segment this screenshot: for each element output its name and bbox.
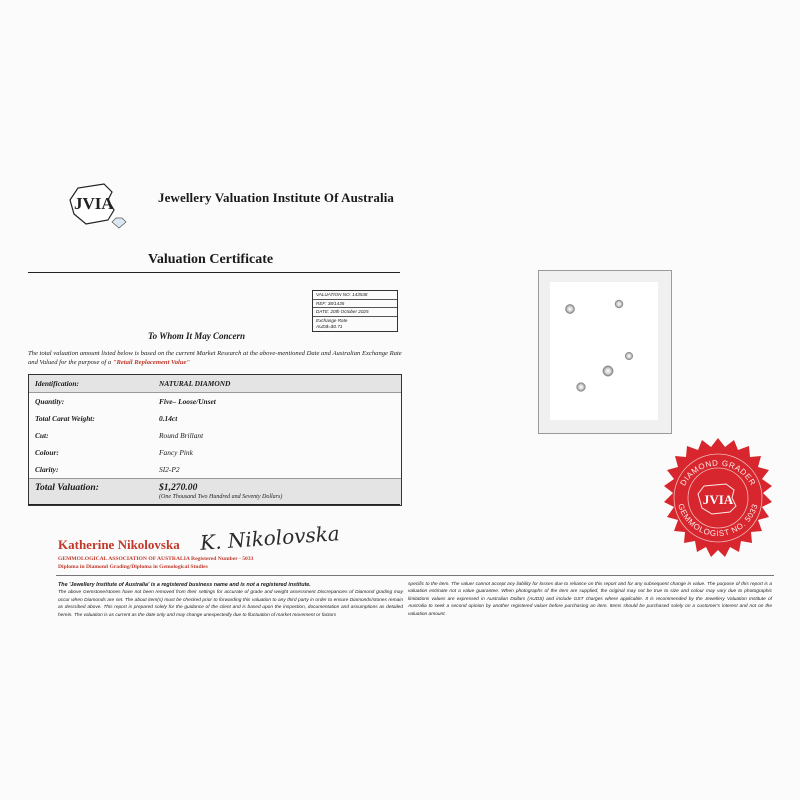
table-bottom-divider — [28, 504, 400, 505]
footer-divider — [56, 575, 774, 576]
cut-value: Round Brillant — [159, 431, 204, 440]
clarity-row — [29, 461, 401, 478]
diamond-stone — [603, 366, 613, 376]
reference-box — [312, 290, 398, 332]
cut-label: Cut: — [35, 431, 49, 440]
total-valuation-words: (One Thousand Two Hundred and Seventy Dollars) — [159, 494, 283, 500]
intro-paragraph — [28, 350, 404, 368]
jvia-logo — [64, 180, 150, 232]
footer-left-disclaimer — [58, 581, 403, 619]
clarity-label: Clarity: — [35, 465, 59, 474]
valuation-date: DATE: 20th October 2025 — [313, 308, 397, 317]
diamond-stone — [615, 300, 623, 308]
reference-number: REF: 38/1435 — [313, 300, 397, 309]
footer-left-text: The above Gemstone/stones have not been removed from their settings for accurate of grade and weight assessment Discrepancies of Diamond grading may occur when Diamonds are set. The about item(s) must be checked prior to forwarding this valuation to any third party in order to ensure Diamonds/stones remain as described above. This report is prepared solely for the guidance of the client and is based upon the inspection, documentation and assumptions as detailed herein. The valuation is as current as the date only and may change unexpectedly due to fluctuation of market movement or factors — [58, 590, 403, 618]
diamond-stone — [565, 304, 574, 313]
total-valuation-amount: $1,270.00 — [159, 482, 198, 493]
clarity-value: SI2-P2 — [159, 465, 180, 474]
cut-row — [29, 427, 401, 444]
photo-background — [550, 282, 658, 420]
identification-value: NATURAL DIAMOND — [159, 379, 231, 388]
salutation: To Whom It May Concern — [148, 331, 246, 341]
carat-row — [29, 410, 401, 427]
retail-replacement-label: "Retail Replacement Value" — [112, 358, 191, 366]
total-valuation-value-group — [159, 479, 282, 500]
identification-row — [29, 375, 401, 393]
footer-heading: The 'Jewellery Institute of Australia' is a registered business name and is not a registered institute. — [58, 582, 311, 588]
identification-label: Identification: — [35, 379, 79, 388]
diamond-photo — [538, 270, 672, 434]
colour-value: Fancy Pink — [159, 448, 193, 457]
diamond-stone — [577, 383, 586, 392]
valuer-registration: GEMMOLOGICAL ASSOCIATION OF AUSTRALIA Registered Number - 5033 — [58, 556, 254, 562]
diamond-stone — [625, 352, 633, 360]
seal-logo-text: JVIA — [702, 492, 734, 507]
valuer-name: Katherine Nikolovska — [58, 537, 180, 552]
quantity-row — [29, 393, 401, 410]
exchange-rate — [313, 317, 397, 330]
logo-text: JVIA — [74, 194, 114, 213]
valuer-diploma: Diploma in Diamond Grading/Diploma in Gemological Studies — [58, 564, 208, 570]
title-divider — [28, 272, 400, 273]
total-valuation-row — [29, 478, 401, 505]
carat-label: Total Carat Weight: — [35, 414, 95, 423]
footer-right-disclaimer: specific to the item. The valuer cannot accept any liability for losses due to reliance on this report and for any subsequent change in value. The purpose of this report is a valuation estimate not a value guarantee. When photographs of the item are supplied, the original may not be true to size and colour may vary due to photographic limitations values are expressed in Australian Dollars (AUDS) and include GST charges where applicable. It is recommended by the Jewellery Valuation Institute of Australia to seek a second opinion by another registered valuer before purchasing an item. Items should be purchased solely on a customer's interest and not on the valuation amount. — [408, 582, 772, 617]
valuation-number: VALUATION NO: 143538 — [313, 291, 397, 300]
details-table — [28, 374, 402, 506]
seal-top-text: DIAMOND GRADER — [678, 458, 758, 488]
gemmologist-seal — [648, 428, 788, 568]
colour-label: Colour: — [35, 448, 59, 457]
exchange-rate-value: AUD$=$0.71 — [316, 323, 343, 329]
handwritten-signature: K. Nikolovska — [199, 521, 341, 555]
intro-text: The total valuation amount listed below is based on the current Market Research at the above-mentioned Date and Australian Exchange Rate and Valued for the purpose of a — [28, 350, 402, 366]
total-valuation-label: Total Valuation: — [35, 482, 99, 493]
colour-row — [29, 444, 401, 461]
carat-value: 0.14ct — [159, 414, 178, 423]
org-name: Jewellery Valuation Institute Of Australia — [158, 190, 395, 205]
seal-bottom-text: GEMMOLOGIST NO. 5033 — [676, 502, 760, 539]
exchange-rate-label: Exchange Rate — [316, 318, 348, 324]
certificate-title: Valuation Certificate — [148, 252, 274, 267]
quantity-value: Five– Loose/Unset — [159, 397, 216, 406]
quantity-label: Quantity: — [35, 397, 65, 406]
